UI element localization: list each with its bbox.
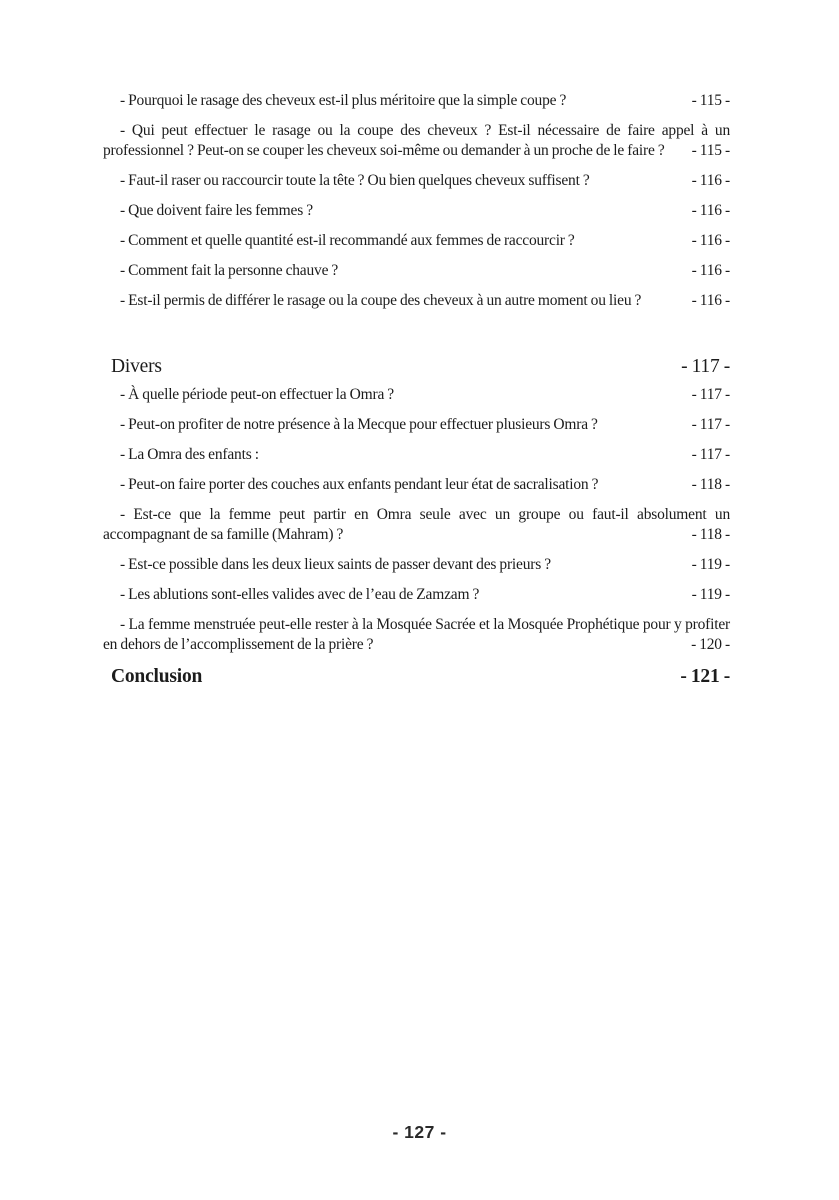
toc-item-text: - La Omra des enfants : xyxy=(120,446,259,463)
toc-item-page-number: - 120 - xyxy=(691,636,730,653)
toc-item-text: - Comment et quelle quantité est-il recommandé aux femmes de raccourcir ? xyxy=(120,232,575,249)
toc-entry xyxy=(103,585,730,605)
toc-item-page-number: - 117 - xyxy=(691,446,730,463)
toc-item-page-number: - 116 - xyxy=(691,262,730,279)
toc-item-text: - Est-il permis de différer le rasage ou la coupe des cheveux à un autre moment ou lieu ? xyxy=(120,292,642,309)
toc-item-page-number: - 116 - xyxy=(691,232,730,249)
toc-entry xyxy=(103,555,730,575)
toc-item-page-number: - 121 - xyxy=(680,666,730,687)
toc-entry xyxy=(103,91,730,111)
toc-entry xyxy=(103,121,730,161)
toc-item-text: - Pourquoi le rasage des cheveux est-il plus méritoire que la simple coupe ? xyxy=(120,92,567,109)
toc-item-page-number: - 117 - xyxy=(691,386,730,403)
table-of-contents xyxy=(103,91,730,699)
footer-page-number: - 127 - xyxy=(392,1122,447,1142)
toc-section-heading xyxy=(111,665,730,689)
toc-item-page-number: - 115 - xyxy=(691,92,730,109)
toc-item-text: - Peut-on profiter de notre présence à la Mecque pour effectuer plusieurs Omra ? xyxy=(120,416,598,433)
toc-item-text: - À quelle période peut-on effectuer la Omra ? xyxy=(120,386,394,403)
toc-item-page-number: - 118 - xyxy=(691,476,730,493)
toc-item-text: - Faut-il raser ou raccourcir toute la tête ? Ou bien quelques cheveux suffisent ? xyxy=(120,172,590,189)
toc-item-page-number: - 119 - xyxy=(691,586,730,603)
toc-item-text: - La femme menstruée peut-elle rester à la Mosquée Sacrée et la Mosquée Prophétique pour y profiter en dehors de l’accomplissement de la prière ? xyxy=(103,616,730,653)
toc-item-page-number: - 115 - xyxy=(691,142,730,159)
toc-entry xyxy=(103,171,730,191)
toc-item-text: Divers xyxy=(111,356,162,377)
toc-item-text: - Qui peut effectuer le rasage ou la coupe des cheveux ? Est-il nécessaire de faire appel à un professionnel ? Peut-on se couper les cheveux soi-même ou demander à un proche de le faire ? xyxy=(103,122,730,159)
toc-item-text: - Que doivent faire les femmes ? xyxy=(120,202,313,219)
toc-item-page-number: - 116 - xyxy=(691,172,730,189)
toc-item-page-number: - 116 - xyxy=(691,202,730,219)
toc-item-text: - Est-ce que la femme peut partir en Omra seule avec un groupe ou faut-il absolument un accompagnant de sa famille (Mahram) ? xyxy=(103,506,730,543)
toc-entry xyxy=(103,475,730,495)
toc-item-page-number: - 116 - xyxy=(691,292,730,309)
toc-entry xyxy=(103,415,730,435)
toc-item-text: - Peut-on faire porter des couches aux enfants pendant leur état de sacralisation ? xyxy=(120,476,599,493)
toc-entry xyxy=(103,261,730,281)
toc-item-text: - Est-ce possible dans les deux lieux saints de passer devant des prieurs ? xyxy=(120,556,551,573)
toc-entry xyxy=(103,291,730,311)
toc-item-text: - Comment fait la personne chauve ? xyxy=(120,262,339,279)
toc-item-page-number: - 118 - xyxy=(691,526,730,543)
toc-entry xyxy=(103,231,730,251)
toc-item-page-number: - 119 - xyxy=(691,556,730,573)
toc-entry xyxy=(103,445,730,465)
toc-entry xyxy=(103,505,730,545)
toc-section-heading xyxy=(111,355,730,379)
toc-item-page-number: - 117 - xyxy=(681,356,730,377)
toc-item-text: Conclusion xyxy=(111,666,203,687)
toc-entry xyxy=(103,201,730,221)
toc-item-page-number: - 117 - xyxy=(691,416,730,433)
toc-item-text: - Les ablutions sont-elles valides avec de l’eau de Zamzam ? xyxy=(120,586,480,603)
toc-entry xyxy=(103,385,730,405)
toc-entry xyxy=(103,615,730,655)
page-footer xyxy=(0,1122,839,1143)
